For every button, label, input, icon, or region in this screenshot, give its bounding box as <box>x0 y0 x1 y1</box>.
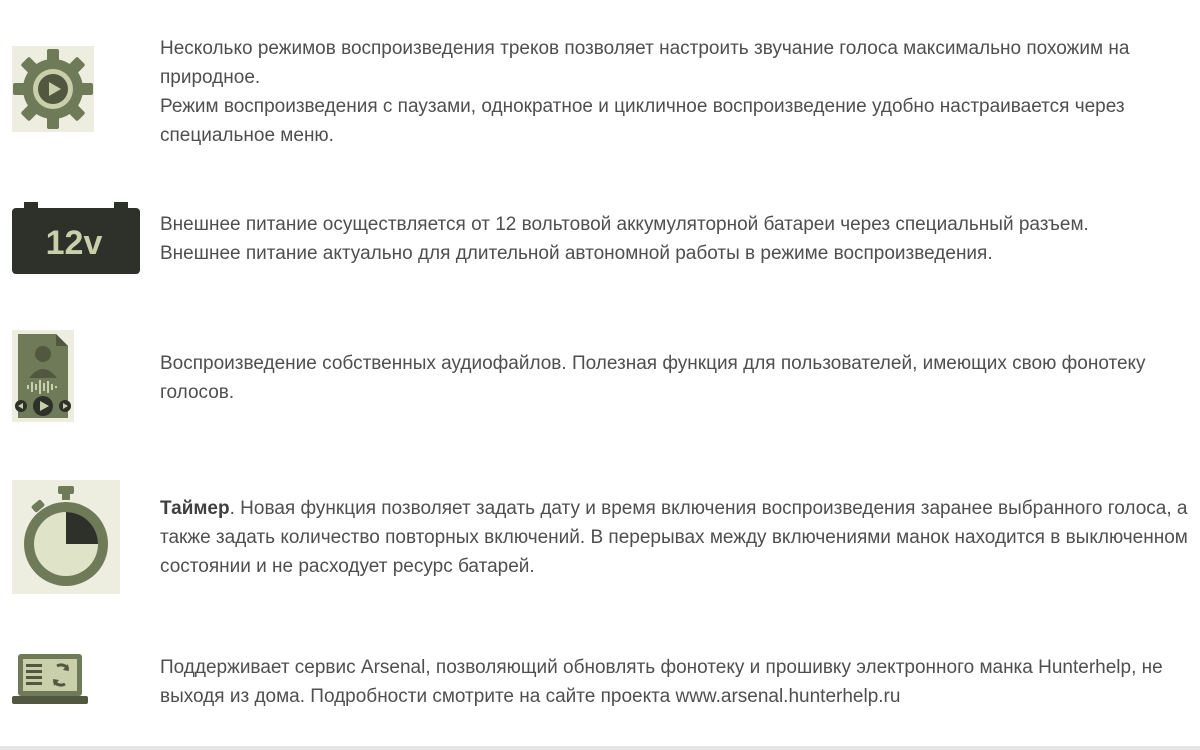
feature-paragraph: Внешнее питание осуществляется от 12 вольтовой аккумуляторной батареи через специальный разъем. <box>160 214 1089 235</box>
feature-paragraph: Режим воспроизведения с паузами, однократное и цикличное воспроизведение удобно настраивается через специальное меню. <box>160 96 1125 146</box>
gear-play-icon <box>12 46 94 132</box>
battery-voltage-label: 12v <box>45 224 103 262</box>
feature-paragraph: Несколько режимов воспроизведения треков позволяет настроить звучание голоса максимально похожим на природное. <box>160 38 1130 88</box>
feature-text <box>160 494 1190 581</box>
feature-paragraph <box>160 494 1190 581</box>
battery-12v-icon <box>12 202 140 274</box>
feature-text <box>160 210 1190 268</box>
timer-title: Таймер <box>160 498 230 519</box>
bottom-divider <box>0 746 1200 750</box>
audio-file-player-icon <box>12 330 74 422</box>
feature-text <box>160 349 1190 407</box>
feature-paragraph: Воспроизведение собственных аудиофайлов. Полезная функция для пользователей, имеющих свою фонотеку голосов. <box>160 353 1146 403</box>
laptop-sync-icon <box>12 652 88 708</box>
feature-text <box>160 34 1190 150</box>
feature-paragraph: Поддерживает сервис Arsenal, позволяющий обновлять фонотеку и прошивку электронного манка Hunterhelp, не выходя из дома. Подробности смотрите на сайте проекта www.arsenal.hunterhelp.ru <box>160 657 1163 707</box>
feature-text <box>160 653 1190 711</box>
stopwatch-timer-icon <box>12 480 120 594</box>
timer-description: . Новая функция позволяет задать дату и время включения воспроизведения заранее выбранного голоса, а также задать количество повторных включений. В перерывах между включениями манок находится в выключенном состоянии и не расходует ресурс батарей. <box>160 498 1188 577</box>
feature-paragraph: Внешнее питание актуально для длительной автономной работы в режиме воспроизведения. <box>160 243 993 264</box>
